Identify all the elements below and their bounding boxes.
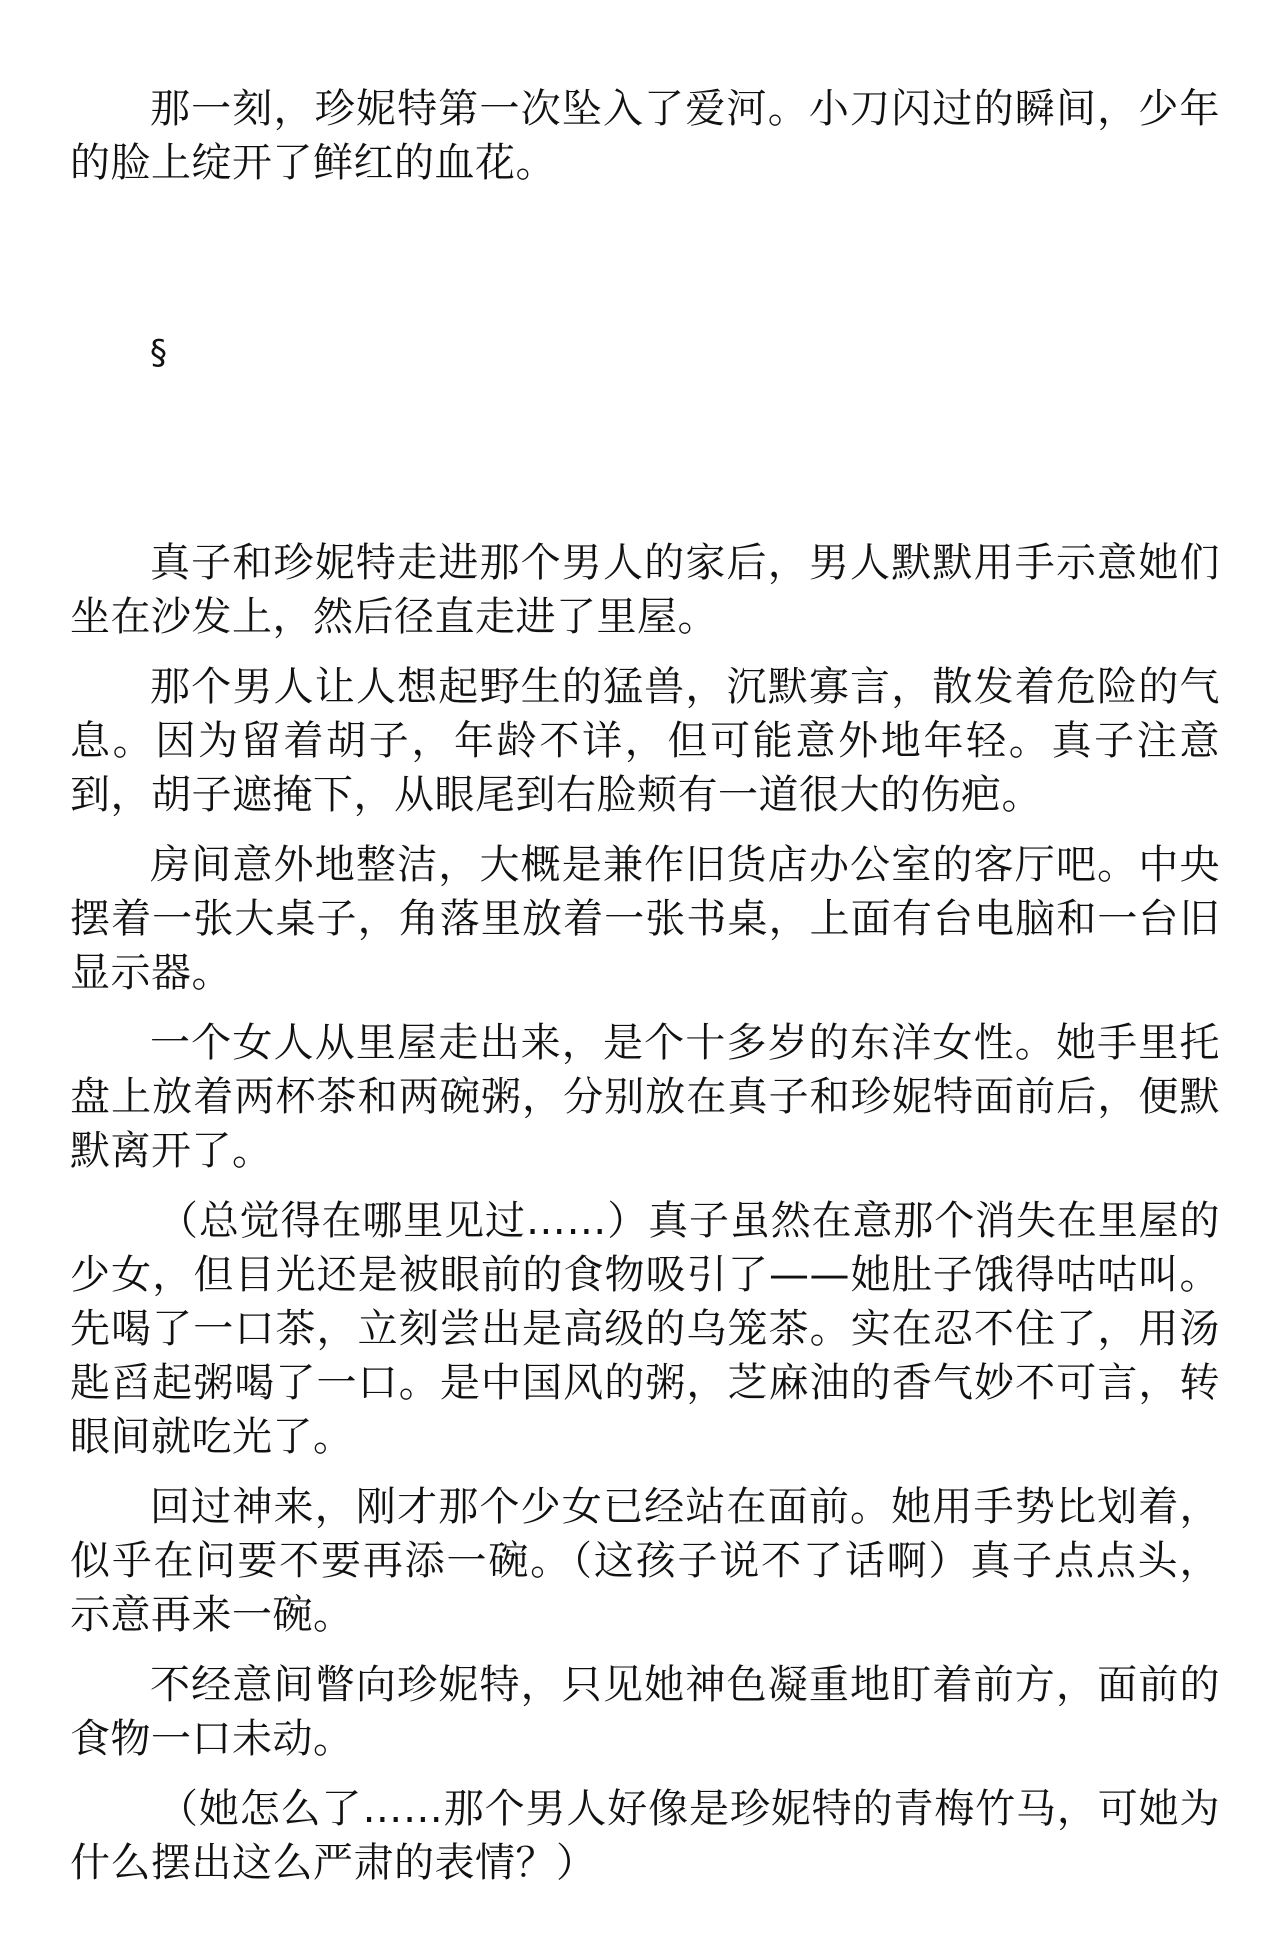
paragraph: 一个女人从里屋走出来，是个十多岁的东洋女性。她手里托盘上放着两杯茶和两碗粥，分别放在真子和珍妮特面前后，便默默离开了。 xyxy=(70,1020,1220,1174)
paragraph: 回过神来，刚才那个少女已经站在面前。她用手势比划着，似乎在问要不要再添一碗。（这孩子说不了话啊）真子点点头，示意再来一碗。 xyxy=(70,1484,1220,1638)
document-page xyxy=(70,82,1220,1906)
paragraph: 不经意间瞥向珍妮特，只见她神色凝重地盯着前方，面前的食物一口未动。 xyxy=(70,1662,1220,1762)
paragraph: 房间意外地整洁，大概是兼作旧货店办公室的客厅吧。中央摆着一张大桌子，角落里放着一张书桌，上面有台电脑和一台旧显示器。 xyxy=(70,842,1220,996)
paragraph: （总觉得在哪里见过……）真子虽然在意那个消失在里屋的少女，但目光还是被眼前的食物吸引了——她肚子饿得咕咕叫。先喝了一口茶，立刻尝出是高级的乌笼茶。实在忍不住了，用汤匙舀起粥喝了一口。是中国风的粥，芝麻油的香气妙不可言，转眼间就吃光了。 xyxy=(70,1198,1220,1460)
section-mark: § xyxy=(150,333,167,373)
paragraph: 那一刻，珍妮特第一次坠入了爱河。小刀闪过的瞬间，少年的脸上绽开了鲜红的血花。 xyxy=(70,86,1220,186)
paragraph: 真子和珍妮特走进那个男人的家后，男人默默用手示意她们坐在沙发上，然后径直走进了里屋。 xyxy=(70,540,1220,640)
paragraph: （她怎么了……那个男人好像是珍妮特的青梅竹马，可她为什么摆出这么严肃的表情？） xyxy=(70,1786,1220,1886)
paragraph: 那个男人让人想起野生的猛兽，沉默寡言，散发着危险的气息。因为留着胡子，年龄不详，但可能意外地年轻。真子注意到，胡子遮掩下，从眼尾到右脸颊有一道很大的伤疤。 xyxy=(70,664,1220,818)
section-break xyxy=(70,206,1220,536)
